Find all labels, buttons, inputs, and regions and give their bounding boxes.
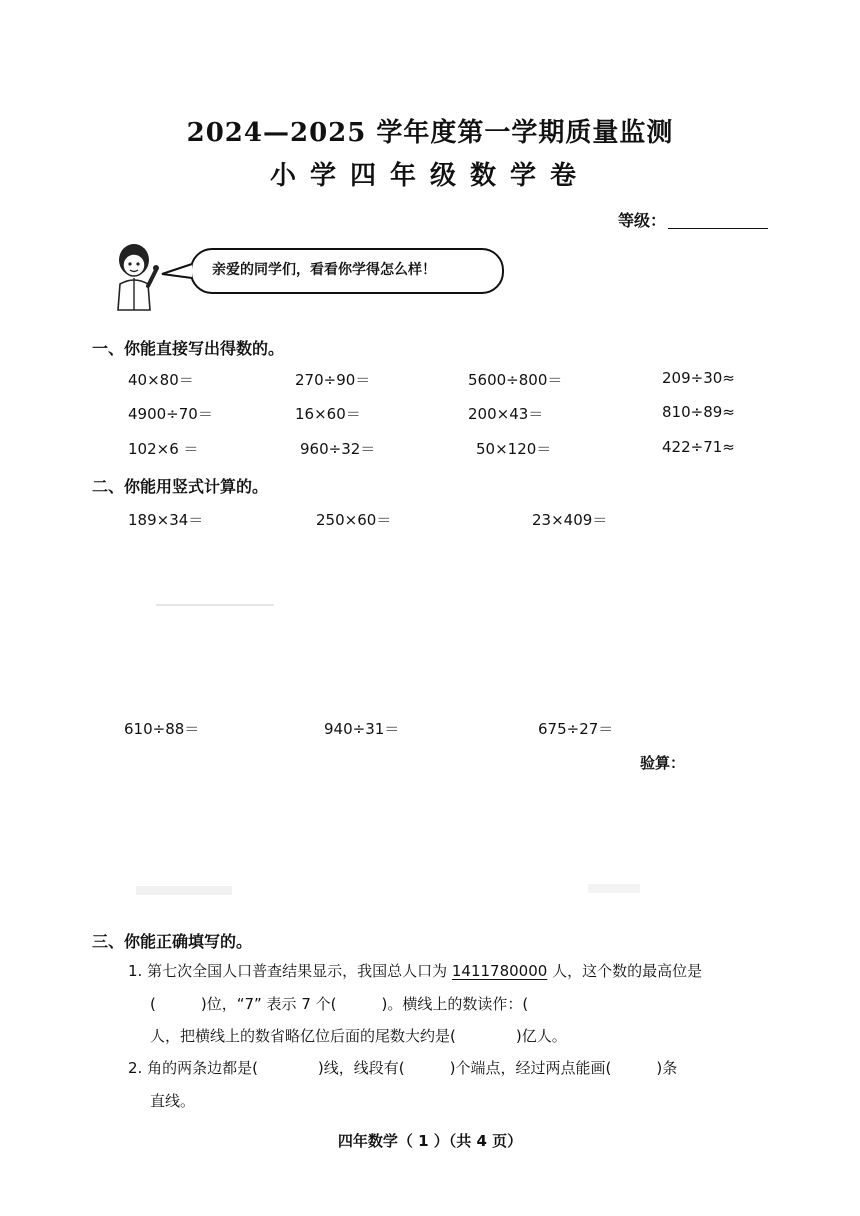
oral-problem[interactable]: 16×60＝ [295,405,361,423]
oral-problem[interactable]: 5600÷800＝ [468,371,563,389]
question-2-line-2: 直线。 [150,1092,196,1110]
vertical-problem[interactable]: 610÷88＝ [124,720,200,738]
vertical-problem[interactable]: 189×34＝ [128,511,204,529]
oral-problem[interactable]: 50×120＝ [476,440,552,458]
oral-problem[interactable]: 200×43＝ [468,405,544,423]
section-3-heading: 三、你能正确填写的。 [92,932,253,951]
page-subtitle: 小学四年级数学卷 [269,161,590,191]
vertical-problem[interactable]: 940÷31＝ [324,720,400,738]
vertical-problem[interactable]: 250×60＝ [316,511,392,529]
population-number: 1411780000 [451,962,548,980]
vertical-problem[interactable]: 23×409＝ [532,511,608,529]
oral-problem[interactable]: 4900÷70＝ [128,405,213,423]
scan-mark [588,884,640,893]
question-1-line-2[interactable]: ( )位，“7” 表示 7 个( )。横线上的数读作：( [150,995,529,1013]
oral-problem[interactable]: 102×6 ＝ [128,440,199,458]
grade-label: 等级： [618,211,667,230]
grade-blank[interactable] [668,228,768,229]
cartoon-student-icon [110,240,162,314]
question-1-line-1 [128,960,702,981]
page-footer: 四年数学（ 1 ）（共 4 页） [337,1132,523,1150]
oral-problem[interactable]: 270÷90＝ [295,371,371,389]
oral-problem[interactable]: 40×80＝ [128,371,194,389]
section-2-heading: 二、你能用竖式计算的。 [92,477,269,496]
oral-problem[interactable]: 810÷89≈ [662,403,735,421]
oral-problem[interactable]: 960÷32＝ [300,440,376,458]
question-1-line-3[interactable]: 人，把横线上的数省略亿位后面的尾数大约是( )亿人。 [150,1027,567,1045]
section-1-heading: 一、你能直接写出得数的。 [92,339,285,358]
check-label: 验算： [640,754,686,772]
page-title: 2024—2025 学年度第一学期质量监测 [186,118,674,148]
vertical-problem[interactable]: 675÷27＝ [538,720,614,738]
oral-problem[interactable]: 209÷30≈ [662,369,735,387]
scan-mark [156,604,274,606]
speech-bubble-tail [160,262,194,282]
question-1-text-a: 1. 第七次全国人口普查结果显示，我国总人口为 [128,962,452,980]
oral-problem[interactable]: 422÷71≈ [662,438,735,456]
speech-bubble-text: 亲爱的同学们，看看你学得怎么样！ [212,262,436,278]
scan-mark [136,886,232,895]
question-1-text-b: 人，这个数的最高位是 [547,962,703,980]
question-2-line-1[interactable]: 2. 角的两条边都是( )线，线段有( )个端点，经过两点能画( )条 [128,1059,678,1077]
